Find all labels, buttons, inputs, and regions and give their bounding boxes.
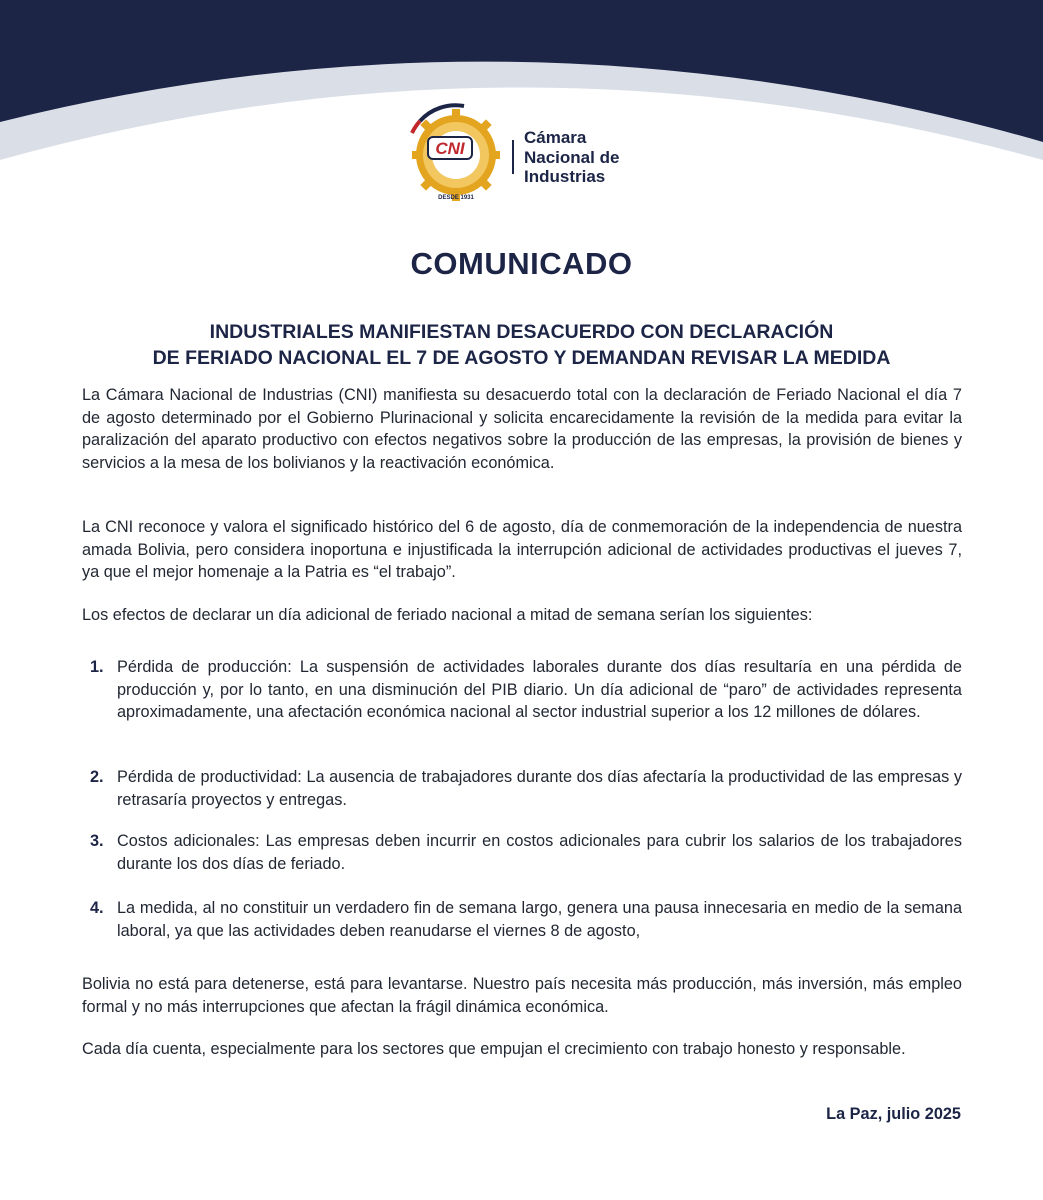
paragraph-final: Cada día cuenta, especialmente para los sectores que empujan el crecimiento con trabajo honesto y responsable. — [82, 1040, 906, 1058]
logo-divider — [512, 140, 514, 174]
place-date-signoff: La Paz, julio 2025 — [826, 1105, 961, 1123]
list-number: 2. — [90, 768, 104, 786]
organization-name-line: Industrias — [524, 167, 606, 186]
gear-emblem-icon — [406, 103, 516, 208]
list-number: 3. — [90, 832, 104, 850]
organization-name-line: Nacional de — [524, 147, 620, 167]
headline — [60, 319, 983, 371]
list-text: Pérdida de producción: La suspensión de actividades laborales durante dos días resultaría en una pérdida de producción y, por lo tanto, en una disminución del PIB diario. Un día adicional de “paro” de actividades representa aproximadamente, una afectación económica nacional al sector industrial superior a los 12 millones de dólares. — [117, 658, 962, 721]
headline-line: DE FERIADO NACIONAL EL 7 DE AGOSTO Y DEMANDAN REVISAR LA MEDIDA — [152, 347, 891, 369]
list-number: 1. — [90, 658, 104, 676]
list-number: 4. — [90, 899, 104, 917]
paragraph-closing: Bolivia no está para detenerse, está para levantarse. Nuestro país necesita más producción, más inversión, más empleo formal y no más interrupciones que afectan la frágil dinámica económica. — [82, 975, 962, 1016]
page-title: COMUNICADO — [410, 246, 633, 281]
list-text: La medida, al no constituir un verdadero fin de semana largo, genera una pausa innecesaria en medio de la semana laboral, ya que las actividades deben reanudarse el viernes 8 de agosto, — [117, 899, 962, 940]
list-text: Pérdida de productividad: La ausencia de trabajadores durante dos días afectaría la productividad de las empresas y retrasaría proyectos y entregas. — [117, 768, 962, 809]
organization-name — [524, 128, 619, 187]
headline-line: INDUSTRIALES MANIFIESTAN DESACUERDO CON DECLARACIÓN — [209, 321, 834, 343]
paragraph-effects-intro: Los efectos de declarar un día adicional de feriado nacional a mitad de semana serían los siguientes: — [82, 606, 813, 624]
logo-acronym: CNI — [435, 139, 465, 158]
organization-name-line: Cámara — [524, 128, 587, 147]
logo-since-label: DESDE 1931 — [438, 195, 474, 201]
list-text: Costos adicionales: Las empresas deben incurrir en costos adicionales para cubrir los salarios de los trabajadores durante los dos días de feriado. — [117, 832, 962, 873]
paragraph-intro: La Cámara Nacional de Industrias (CNI) manifiesta su desacuerdo total con la declaración de Feriado Nacional el día 7 de agosto determinado por el Gobierno Plurinacional y solicita encarecidamente la revisión de la medida para evitar la paralización del aparato productivo con efectos negativos sobre la producción de las empresas, la provisión de bienes y servicios a la mesa de los bolivianos y la reactivación económica. — [82, 386, 962, 472]
paragraph-recognition: La CNI reconoce y valora el significado histórico del 6 de agosto, día de conmemoración de la independencia de nuestra amada Bolivia, pero considera inoportuna e injustificada la interrupción adicional de actividades productivas el jueves 7, ya que el mejor homenaje a la Patria es “el trabajo”. — [82, 518, 962, 581]
